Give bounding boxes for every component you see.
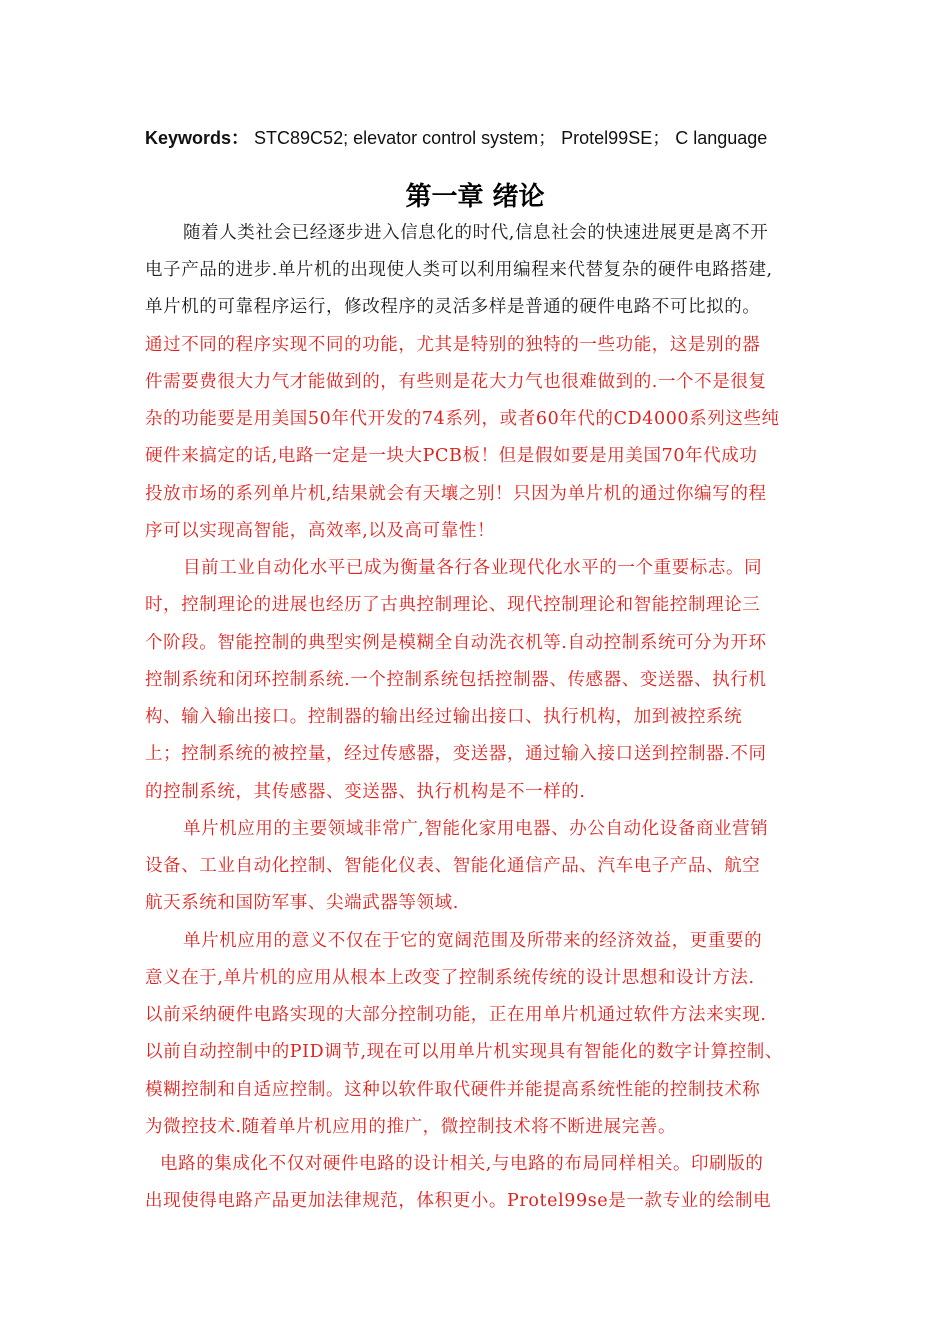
text-line: 上；控制系统的被控量，经过传感器，变送器，通过输入接口送到控制器.不同 bbox=[145, 744, 767, 764]
text-line: 序可以实现高智能，高效率,以及高可靠性！ bbox=[145, 521, 496, 541]
keywords-label: Keywords： bbox=[145, 128, 250, 148]
text-line: 杂的功能要是用美国50年代开发的74系列，或者60年代的CD4000系列这些纯 bbox=[145, 409, 780, 429]
text-line: 的控制系统，其传感器、变送器、执行机构是不一样的. bbox=[145, 782, 586, 802]
text-line: 意义在于,单片机的应用从根本上改变了控制系统传统的设计思想和设计方法. bbox=[145, 968, 755, 988]
text-line: 电路的集成化不仅对硬件电路的设计相关,与电路的布局同样相关。印刷版的 bbox=[160, 1154, 764, 1174]
keywords-text: STC89C52; elevator control system； Protel99SE； C language bbox=[249, 128, 768, 148]
text-line: 单片机的可靠程序运行，修改程序的灵活多样是普通的硬件电路不可比拟的。 bbox=[145, 297, 761, 317]
text-line: 硬件来搞定的话,电路一定是一块大PCB板！但是假如要是用美国70年代成功 bbox=[145, 446, 758, 466]
text-line: 目前工业自动化水平已成为衡量各行各业现代化水平的一个重要标志。同 bbox=[183, 558, 763, 578]
chapter-title: 第一章 绪论 bbox=[405, 182, 545, 212]
text-line: 出现使得电路产品更加法律规范，体积更小。Protel99se是一款专业的绘制电 bbox=[145, 1191, 772, 1211]
text-line: 件需要费很大力气才能做到的，有些则是花大力气也很难做到的.一个不是很复 bbox=[145, 372, 767, 392]
text-line: 控制系统和闭环控制系统.一个控制系统包括控制器、传感器、变送器、执行机 bbox=[145, 670, 767, 690]
text-line: 以前自动控制中的PID调节,现在可以用单片机实现具有智能化的数字计算控制、 bbox=[145, 1042, 783, 1062]
text-line: 个阶段。智能控制的典型实例是模糊全自动洗衣机等.自动控制系统可分为开环 bbox=[145, 633, 767, 653]
text-line: 通过不同的程序实现不同的功能，尤其是特别的独特的一些功能，这是别的器 bbox=[145, 335, 761, 355]
keywords-line bbox=[145, 124, 845, 150]
text-line: 单片机应用的意义不仅在于它的宽阔范围及所带来的经济效益，更重要的 bbox=[183, 931, 763, 951]
text-line: 模糊控制和自适应控制。这种以软件取代硬件并能提高系统性能的控制技术称 bbox=[145, 1080, 761, 1100]
text-line: 航天系统和国防军事、尖端武器等领域. bbox=[145, 893, 459, 913]
text-line: 以前采纳硬件电路实现的大部分控制功能，正在用单片机通过软件方法来实现. bbox=[145, 1005, 767, 1025]
text-line: 单片机应用的主要领域非常广,智能化家用电器、办公自动化设备商业营销 bbox=[183, 819, 769, 839]
text-line: 构、输入输出接口。控制器的输出经过输出接口、执行机构，加到被控系统 bbox=[145, 707, 743, 727]
text-line: 设备、工业自动化控制、智能化仪表、智能化通信产品、汽车电子产品、航空 bbox=[145, 856, 761, 876]
text-line: 电子产品的进步.单片机的出现使人类可以利用编程来代替复杂的硬件电路搭建, bbox=[145, 260, 773, 280]
text-line: 随着人类社会已经逐步进入信息化的时代,信息社会的快速进展更是离不开 bbox=[183, 223, 769, 243]
text-line: 投放市场的系列单片机,结果就会有天壤之别！只因为单片机的通过你编写的程 bbox=[145, 484, 767, 504]
text-line: 时，控制理论的进展也经历了古典控制理论、现代控制理论和智能控制理论三 bbox=[145, 595, 761, 615]
text-line: 为微控技术.随着单片机应用的推广，微控制技术将不断进展完善。 bbox=[145, 1117, 677, 1137]
